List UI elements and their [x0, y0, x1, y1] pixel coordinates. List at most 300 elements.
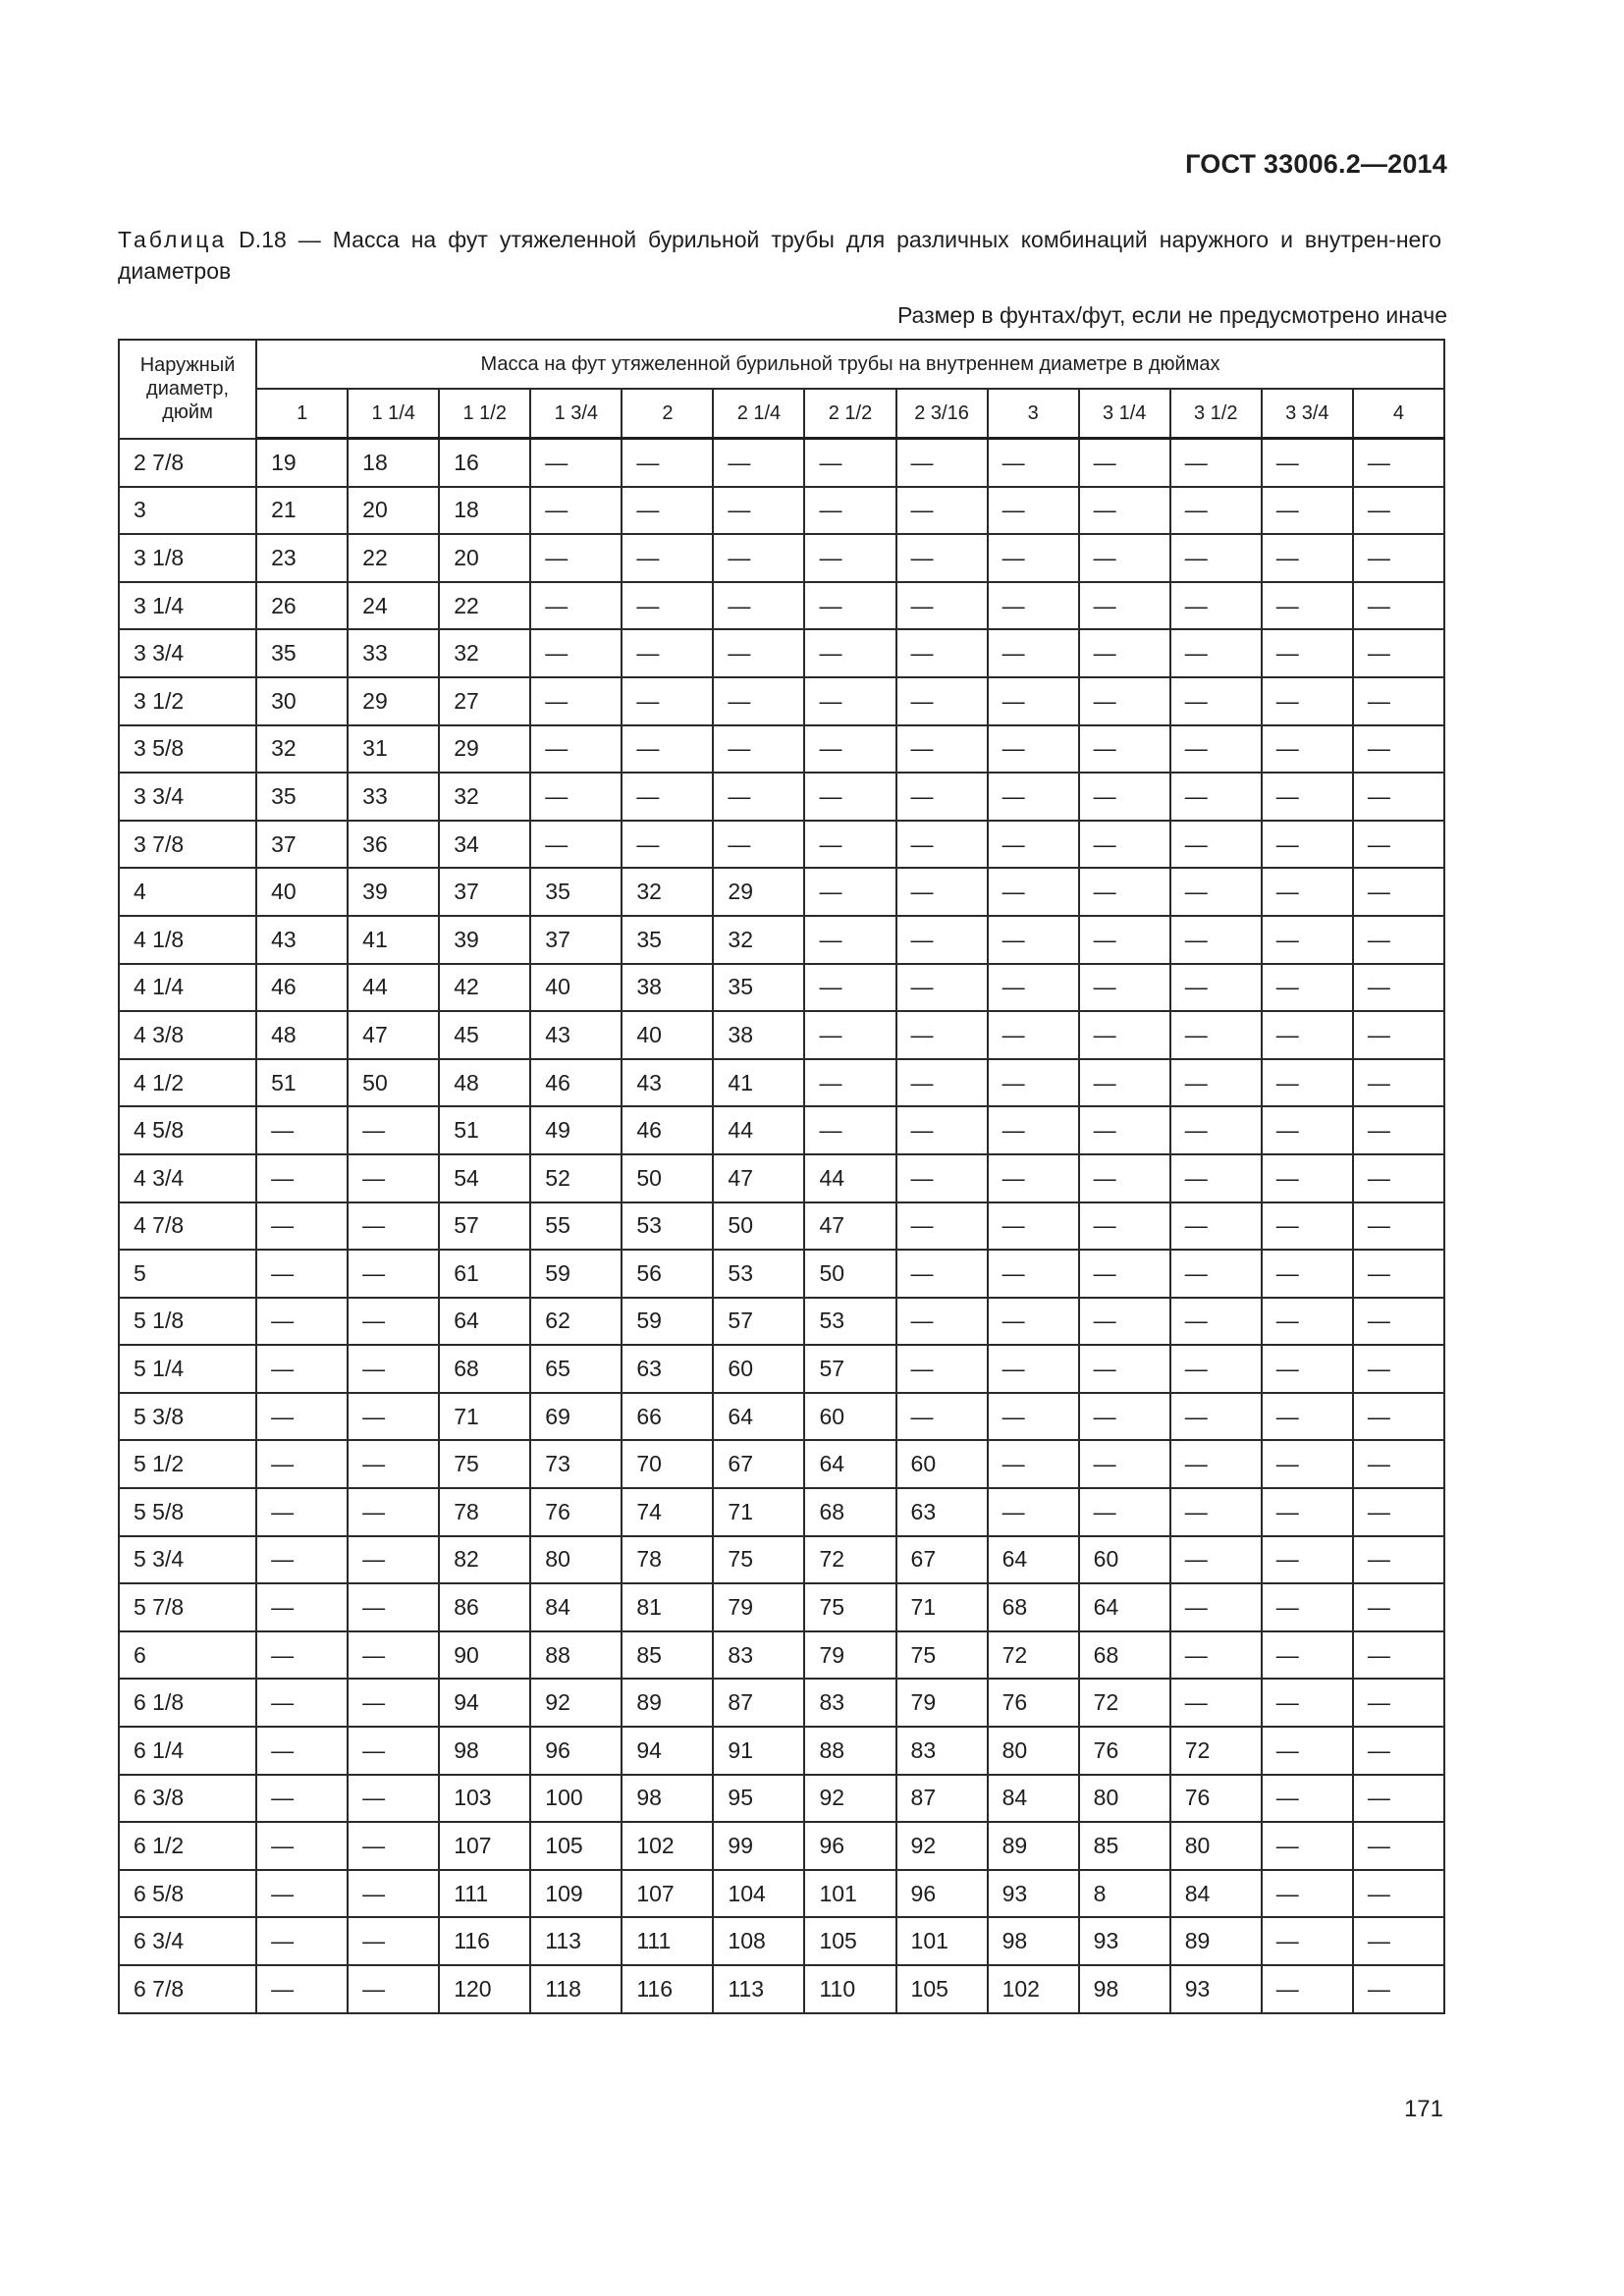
mass-cell: 53 — [622, 1202, 713, 1251]
mass-cell: — — [1170, 439, 1262, 487]
mass-cell: — — [348, 1965, 439, 2013]
mass-cell: — — [1353, 629, 1444, 677]
mass-cell: 22 — [439, 582, 530, 630]
mass-cell: 19 — [256, 439, 348, 487]
mass-cell: — — [804, 1059, 895, 1107]
mass-cell: — — [1353, 1679, 1444, 1727]
mass-cell: — — [988, 868, 1079, 916]
mass-cell: 113 — [713, 1965, 804, 2013]
outer-diameter-cell: 6 5/8 — [119, 1870, 256, 1918]
mass-cell: 90 — [439, 1631, 530, 1680]
outer-diameter-cell: 4 1/4 — [119, 964, 256, 1012]
mass-cell: — — [1170, 1154, 1262, 1202]
table-row — [119, 1727, 1444, 1775]
mass-cell: — — [1262, 821, 1353, 869]
mass-cell: 80 — [1170, 1822, 1262, 1870]
mass-cell: — — [1262, 629, 1353, 677]
mass-cell: — — [1353, 773, 1444, 821]
mass-cell: 66 — [622, 1393, 713, 1441]
mass-cell: — — [256, 1298, 348, 1346]
outer-diameter-cell: 6 1/4 — [119, 1727, 256, 1775]
mass-cell: — — [1353, 1202, 1444, 1251]
table-row — [119, 916, 1444, 964]
mass-cell: — — [256, 1679, 348, 1727]
table-row — [119, 1631, 1444, 1680]
outer-diameter-cell: 4 5/8 — [119, 1106, 256, 1154]
mass-cell: 85 — [1079, 1822, 1170, 1870]
document-code: ГОСТ 33006.2—2014 — [1185, 149, 1447, 179]
mass-cell: 83 — [804, 1679, 895, 1727]
mass-cell: — — [804, 1011, 895, 1059]
mass-cell: — — [1170, 582, 1262, 630]
mass-cell: — — [896, 1345, 988, 1393]
mass-cell: — — [1353, 1345, 1444, 1393]
mass-cell: — — [348, 1250, 439, 1298]
mass-cell: — — [530, 439, 622, 487]
mass-cell: 76 — [1170, 1775, 1262, 1823]
mass-cell: 31 — [348, 725, 439, 774]
mass-cell: 60 — [896, 1440, 988, 1488]
mass-cell: — — [988, 1298, 1079, 1346]
table-row — [119, 439, 1444, 487]
mass-cell: 64 — [988, 1536, 1079, 1584]
mass-cell: — — [348, 1583, 439, 1631]
mass-cell: — — [1170, 773, 1262, 821]
mass-cell: 87 — [896, 1775, 988, 1823]
inner-diameter-header: 3 1/2 — [1170, 389, 1262, 439]
mass-cell: — — [256, 1154, 348, 1202]
mass-cell: — — [530, 534, 622, 582]
mass-cell: — — [1353, 1822, 1444, 1870]
mass-cell: — — [1170, 1440, 1262, 1488]
mass-cell: — — [1079, 1488, 1170, 1536]
mass-cell: — — [1262, 1917, 1353, 1965]
mass-cell: — — [896, 964, 988, 1012]
table-row — [119, 725, 1444, 774]
mass-cell: — — [1262, 1631, 1353, 1680]
mass-cell: 94 — [622, 1727, 713, 1775]
mass-cell: — — [1262, 487, 1353, 535]
table-row — [119, 1775, 1444, 1823]
mass-cell: 43 — [622, 1059, 713, 1107]
mass-cell: — — [256, 1202, 348, 1251]
mass-cell: — — [896, 629, 988, 677]
mass-cell: 32 — [256, 725, 348, 774]
mass-cell: — — [1353, 1011, 1444, 1059]
mass-cell: 64 — [439, 1298, 530, 1346]
mass-cell: — — [530, 725, 622, 774]
mass-cell: 46 — [530, 1059, 622, 1107]
mass-cell: — — [1262, 1679, 1353, 1727]
mass-cell: 75 — [804, 1583, 895, 1631]
mass-cell: 32 — [622, 868, 713, 916]
mass-cell: — — [348, 1154, 439, 1202]
table-row — [119, 1106, 1444, 1154]
outer-diameter-cell: 3 5/8 — [119, 725, 256, 774]
mass-cell: 35 — [530, 868, 622, 916]
caption-text: D.18 — Масса на фут утяжеленной бурильной трубы для различных комбинаций наружного и внутрен-него диаметров — [118, 227, 1441, 284]
mass-cell: 54 — [439, 1154, 530, 1202]
mass-cell: — — [348, 1775, 439, 1823]
mass-cell: 80 — [1079, 1775, 1170, 1823]
mass-cell: — — [1262, 534, 1353, 582]
outer-diameter-cell: 4 1/8 — [119, 916, 256, 964]
mass-cell: — — [1262, 677, 1353, 725]
mass-cell: 76 — [988, 1679, 1079, 1727]
mass-cell: 103 — [439, 1775, 530, 1823]
mass-cell: 60 — [804, 1393, 895, 1441]
mass-cell: 59 — [530, 1250, 622, 1298]
mass-cell: — — [1353, 534, 1444, 582]
inner-diameter-header: 1 1/2 — [439, 389, 530, 439]
inner-diameter-header: 1 1/4 — [348, 389, 439, 439]
mass-cell: 44 — [348, 964, 439, 1012]
mass-cell: 85 — [622, 1631, 713, 1680]
mass-cell: 60 — [1079, 1536, 1170, 1584]
mass-cell: — — [622, 534, 713, 582]
mass-cell: — — [1353, 677, 1444, 725]
mass-cell: — — [1353, 1488, 1444, 1536]
table-row — [119, 1154, 1444, 1202]
mass-cell: 88 — [530, 1631, 622, 1680]
mass-cell: — — [988, 821, 1079, 869]
mass-cell: — — [988, 773, 1079, 821]
mass-cell: — — [1170, 725, 1262, 774]
mass-cell: — — [1079, 1059, 1170, 1107]
mass-cell: — — [1262, 916, 1353, 964]
mass-cell: — — [1262, 1059, 1353, 1107]
mass-cell: 57 — [439, 1202, 530, 1251]
mass-cell: — — [1262, 1154, 1353, 1202]
mass-cell: 33 — [348, 629, 439, 677]
mass-cell: — — [1170, 916, 1262, 964]
mass-cell: 105 — [896, 1965, 988, 2013]
mass-cell: 71 — [896, 1583, 988, 1631]
mass-cell: 47 — [713, 1154, 804, 1202]
table-row — [119, 1679, 1444, 1727]
mass-cell: — — [1079, 1345, 1170, 1393]
mass-cell: 32 — [713, 916, 804, 964]
mass-cell: 34 — [439, 821, 530, 869]
mass-cell: — — [1170, 534, 1262, 582]
mass-cell: 68 — [1079, 1631, 1170, 1680]
mass-cell: 111 — [622, 1917, 713, 1965]
mass-cell: 40 — [530, 964, 622, 1012]
mass-cell: — — [1170, 1583, 1262, 1631]
mass-table — [118, 339, 1445, 2014]
mass-cell: — — [622, 821, 713, 869]
mass-cell: — — [804, 439, 895, 487]
mass-cell: — — [348, 1440, 439, 1488]
mass-cell: — — [1262, 1536, 1353, 1584]
mass-cell: 40 — [256, 868, 348, 916]
outer-diameter-cell: 4 7/8 — [119, 1202, 256, 1251]
mass-cell: 45 — [439, 1011, 530, 1059]
mass-cell: — — [256, 1870, 348, 1918]
mass-cell: — — [1262, 1298, 1353, 1346]
mass-cell: — — [896, 677, 988, 725]
mass-cell: — — [988, 1202, 1079, 1251]
units-note: Размер в фунтах/фут, если не предусмотрено иначе — [896, 302, 1447, 328]
mass-cell: — — [348, 1679, 439, 1727]
inner-diameter-header: 4 — [1353, 389, 1444, 439]
mass-cell: — — [1353, 725, 1444, 774]
mass-cell: — — [804, 1106, 895, 1154]
table-row — [119, 1488, 1444, 1536]
mass-cell: — — [1079, 1011, 1170, 1059]
mass-cell: — — [622, 487, 713, 535]
table-row — [119, 1822, 1444, 1870]
mass-cell: — — [988, 677, 1079, 725]
mass-cell: — — [988, 1440, 1079, 1488]
mass-cell: — — [256, 1440, 348, 1488]
mass-cell: — — [622, 629, 713, 677]
mass-cell: — — [988, 916, 1079, 964]
mass-cell: — — [713, 439, 804, 487]
mass-cell: — — [622, 582, 713, 630]
mass-cell: — — [1353, 1631, 1444, 1680]
mass-cell: 96 — [530, 1727, 622, 1775]
mass-cell: 80 — [988, 1727, 1079, 1775]
mass-cell: — — [1353, 1298, 1444, 1346]
mass-cell: 96 — [804, 1822, 895, 1870]
mass-cell: 29 — [439, 725, 530, 774]
mass-cell: — — [1170, 1298, 1262, 1346]
inner-diameter-header: 2 — [622, 389, 713, 439]
mass-cell: — — [348, 1106, 439, 1154]
mass-cell: 50 — [622, 1154, 713, 1202]
mass-cell: 68 — [439, 1345, 530, 1393]
inner-diameter-header: 3 3/4 — [1262, 389, 1353, 439]
mass-cell: — — [530, 582, 622, 630]
mass-cell: — — [1353, 964, 1444, 1012]
mass-cell: — — [256, 1583, 348, 1631]
mass-cell: — — [713, 773, 804, 821]
table-row — [119, 964, 1444, 1012]
mass-cell: 101 — [896, 1917, 988, 1965]
mass-cell: 27 — [439, 677, 530, 725]
mass-cell: 24 — [348, 582, 439, 630]
mass-cell: — — [530, 487, 622, 535]
mass-cell: 93 — [1079, 1917, 1170, 1965]
mass-cell: — — [1079, 1440, 1170, 1488]
mass-cell: — — [988, 1011, 1079, 1059]
mass-cell: — — [713, 725, 804, 774]
mass-cell: — — [713, 582, 804, 630]
outer-diameter-cell: 5 1/4 — [119, 1345, 256, 1393]
mass-cell: — — [1079, 1250, 1170, 1298]
mass-cell: 48 — [256, 1011, 348, 1059]
mass-cell: 35 — [622, 916, 713, 964]
mass-cell: 84 — [1170, 1870, 1262, 1918]
mass-cell: — — [622, 773, 713, 821]
inner-diameter-header: 2 1/2 — [804, 389, 895, 439]
mass-cell: — — [713, 677, 804, 725]
mass-cell: — — [713, 629, 804, 677]
outer-diameter-cell: 3 7/8 — [119, 821, 256, 869]
mass-cell: — — [1262, 1775, 1353, 1823]
mass-cell: — — [1079, 629, 1170, 677]
outer-diameter-cell: 4 3/4 — [119, 1154, 256, 1202]
mass-cell: — — [1353, 1870, 1444, 1918]
mass-cell: 72 — [988, 1631, 1079, 1680]
mass-cell: 53 — [804, 1298, 895, 1346]
mass-cell: 109 — [530, 1870, 622, 1918]
outer-diameter-cell: 5 7/8 — [119, 1583, 256, 1631]
mass-cell: 74 — [622, 1488, 713, 1536]
mass-cell: 120 — [439, 1965, 530, 2013]
mass-cell: — — [1079, 1393, 1170, 1441]
mass-cell: 102 — [622, 1822, 713, 1870]
mass-cell: 105 — [530, 1822, 622, 1870]
mass-cell: 38 — [622, 964, 713, 1012]
mass-cell: — — [348, 1202, 439, 1251]
table-row — [119, 1345, 1444, 1393]
mass-cell: 64 — [713, 1393, 804, 1441]
outer-diameter-cell: 3 1/4 — [119, 582, 256, 630]
mass-cell: 32 — [439, 629, 530, 677]
mass-cell: 78 — [622, 1536, 713, 1584]
mass-cell: 68 — [988, 1583, 1079, 1631]
mass-cell: — — [1262, 1440, 1353, 1488]
mass-cell: 93 — [988, 1870, 1079, 1918]
mass-cell: 81 — [622, 1583, 713, 1631]
mass-cell: 116 — [439, 1917, 530, 1965]
mass-cell: 116 — [622, 1965, 713, 2013]
table-row — [119, 773, 1444, 821]
mass-cell: 71 — [713, 1488, 804, 1536]
mass-cell: — — [804, 629, 895, 677]
mass-cell: — — [1353, 1727, 1444, 1775]
outer-diameter-cell: 5 — [119, 1250, 256, 1298]
mass-cell: — — [896, 1393, 988, 1441]
outer-diameter-cell: 3 — [119, 487, 256, 535]
mass-cell: — — [1353, 1440, 1444, 1488]
mass-cell: 49 — [530, 1106, 622, 1154]
mass-cell: — — [1262, 725, 1353, 774]
mass-cell: 18 — [439, 487, 530, 535]
mass-cell: 32 — [439, 773, 530, 821]
mass-cell: — — [713, 487, 804, 535]
mass-cell: — — [256, 1727, 348, 1775]
corner-header: Наружный диаметр, дюйм — [119, 340, 256, 439]
mass-cell: — — [896, 1298, 988, 1346]
mass-cell: — — [804, 725, 895, 774]
mass-cell: — — [1262, 1011, 1353, 1059]
mass-cell: 44 — [713, 1106, 804, 1154]
mass-cell: — — [1262, 1870, 1353, 1918]
mass-cell: 108 — [713, 1917, 804, 1965]
table-row — [119, 1059, 1444, 1107]
mass-cell: 92 — [896, 1822, 988, 1870]
mass-cell: — — [1262, 1822, 1353, 1870]
mass-cell: — — [1353, 1154, 1444, 1202]
mass-cell: 72 — [1079, 1679, 1170, 1727]
inner-diameter-header: 1 — [256, 389, 348, 439]
mass-cell: — — [256, 1106, 348, 1154]
mass-cell: — — [1353, 1059, 1444, 1107]
mass-cell: 79 — [896, 1679, 988, 1727]
mass-cell: 35 — [256, 629, 348, 677]
mass-cell: 35 — [713, 964, 804, 1012]
mass-cell: — — [896, 1154, 988, 1202]
table-row — [119, 1202, 1444, 1251]
mass-cell: 39 — [348, 868, 439, 916]
mass-cell: — — [348, 1727, 439, 1775]
mass-cell: 36 — [348, 821, 439, 869]
mass-cell: 101 — [804, 1870, 895, 1918]
mass-cell: — — [1079, 677, 1170, 725]
mass-cell: 89 — [988, 1822, 1079, 1870]
mass-cell: 33 — [348, 773, 439, 821]
mass-cell: — — [988, 1154, 1079, 1202]
mass-cell: — — [1262, 1583, 1353, 1631]
mass-cell: — — [804, 916, 895, 964]
mass-cell: 73 — [530, 1440, 622, 1488]
table-caption — [118, 224, 1441, 287]
mass-cell: 43 — [530, 1011, 622, 1059]
mass-cell: 69 — [530, 1393, 622, 1441]
mass-cell: — — [896, 1202, 988, 1251]
mass-cell: 104 — [713, 1870, 804, 1918]
mass-cell: 39 — [439, 916, 530, 964]
mass-cell: — — [1079, 439, 1170, 487]
mass-cell: 56 — [622, 1250, 713, 1298]
outer-diameter-cell: 3 1/2 — [119, 677, 256, 725]
mass-cell: 40 — [622, 1011, 713, 1059]
outer-diameter-cell: 3 3/4 — [119, 629, 256, 677]
table-row — [119, 1250, 1444, 1298]
mass-cell: — — [804, 773, 895, 821]
mass-cell: — — [348, 1298, 439, 1346]
mass-cell: — — [896, 868, 988, 916]
outer-diameter-cell: 5 3/8 — [119, 1393, 256, 1441]
mass-cell: 50 — [804, 1250, 895, 1298]
page-number: 171 — [1403, 2096, 1443, 2122]
mass-cell: — — [896, 725, 988, 774]
mass-cell: — — [988, 439, 1079, 487]
table-row — [119, 1917, 1444, 1965]
mass-cell: 79 — [713, 1583, 804, 1631]
mass-cell: — — [1170, 1679, 1262, 1727]
table-row — [119, 1965, 1444, 2013]
mass-cell: 83 — [713, 1631, 804, 1680]
inner-diameter-header: 2 3/16 — [896, 389, 988, 439]
mass-cell: — — [256, 1250, 348, 1298]
mass-cell: 37 — [256, 821, 348, 869]
mass-cell: 87 — [713, 1679, 804, 1727]
outer-diameter-cell: 6 3/4 — [119, 1917, 256, 1965]
mass-cell: — — [1079, 821, 1170, 869]
mass-cell: 48 — [439, 1059, 530, 1107]
mass-cell: 94 — [439, 1679, 530, 1727]
mass-cell: — — [348, 1631, 439, 1680]
mass-cell: 18 — [348, 439, 439, 487]
table-row — [119, 1298, 1444, 1346]
mass-cell: — — [804, 534, 895, 582]
mass-cell: — — [1353, 582, 1444, 630]
mass-cell: 37 — [530, 916, 622, 964]
mass-cell: — — [1079, 1106, 1170, 1154]
outer-diameter-cell: 6 7/8 — [119, 1965, 256, 2013]
mass-cell: — — [1170, 1011, 1262, 1059]
mass-cell: — — [896, 773, 988, 821]
mass-cell: 20 — [439, 534, 530, 582]
mass-cell: 105 — [804, 1917, 895, 1965]
mass-cell: — — [1079, 868, 1170, 916]
mass-cell: 70 — [622, 1440, 713, 1488]
table-row — [119, 1440, 1444, 1488]
